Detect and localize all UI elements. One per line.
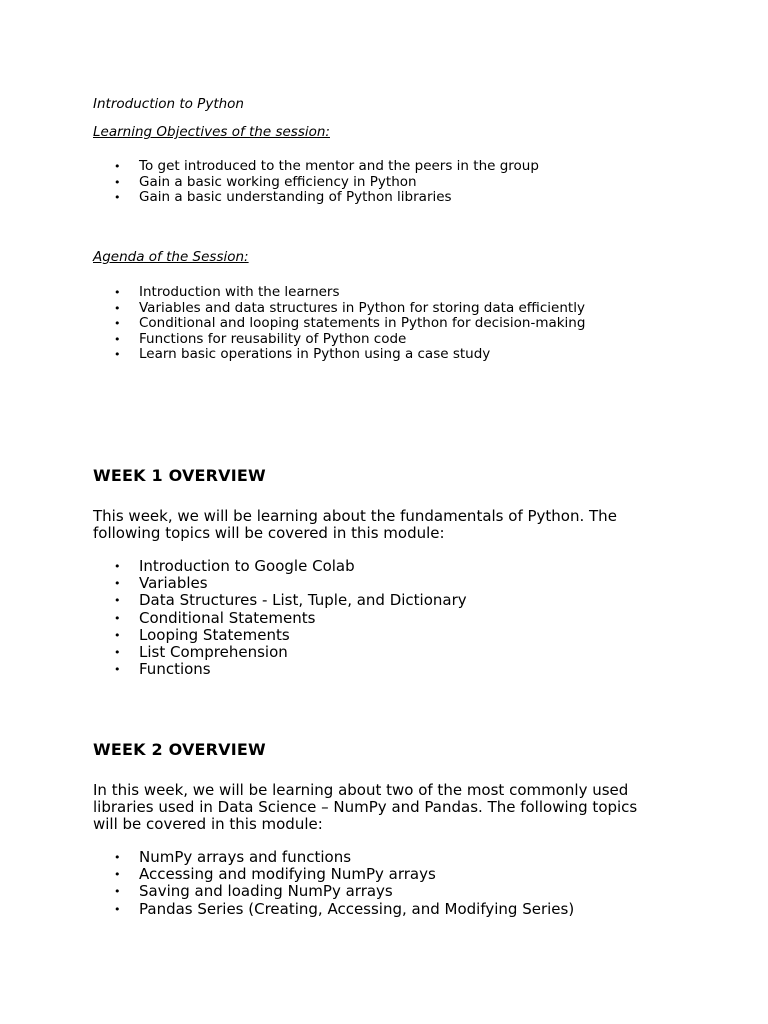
list-item: • Saving and loading NumPy arrays	[114, 882, 393, 901]
list-item: • Introduction with the learners	[114, 284, 340, 300]
list-item: • Introduction to Google Colab	[114, 557, 355, 575]
list-item: • Learn basic operations in Python using a case study	[114, 346, 491, 362]
bullet-icon: •	[114, 160, 121, 173]
list-item: • Gain a basic working efficiency in Python	[114, 173, 417, 190]
bullet-icon: •	[114, 332, 121, 346]
bullet-icon: •	[114, 348, 121, 361]
bullet-icon: •	[114, 286, 121, 299]
list-item: • List Comprehension	[114, 643, 288, 662]
list-item: • Conditional Statements	[114, 608, 316, 627]
list-item: • Conditional and looping statements in Python for decision-making	[114, 315, 586, 331]
bullet-icon: •	[114, 885, 121, 899]
bullet-icon: •	[114, 594, 121, 608]
session-title: Introduction to Python	[93, 96, 244, 112]
list-item: • Functions	[114, 660, 211, 679]
list-item: • Data Structures - List, Tuple, and Dictionary	[114, 591, 467, 610]
bullet-icon: •	[114, 868, 121, 882]
week2-topics	[93, 849, 574, 918]
bullet-icon: •	[114, 646, 121, 660]
bullet-icon: •	[114, 851, 121, 864]
week2-heading: WEEK 2 OVERVIEW	[93, 740, 266, 759]
bullet-icon: •	[114, 317, 121, 330]
list-item: • Accessing and modifying NumPy arrays	[114, 865, 436, 884]
objectives-list	[93, 159, 539, 206]
bullet-icon: •	[114, 301, 121, 315]
agenda-heading: Agenda of the Session:	[93, 249, 249, 265]
week1-intro: This week, we will be learning about the fundamentals of Python. The following topics will be covered in this module:	[93, 507, 617, 543]
list-item: • NumPy arrays and functions	[114, 848, 352, 866]
bullet-icon: •	[114, 628, 121, 642]
week1-heading: WEEK 1 OVERVIEW	[93, 466, 266, 485]
list-item: • Variables	[114, 574, 208, 593]
bullet-icon: •	[114, 611, 121, 625]
objectives-heading: Learning Objectives of the session:	[93, 124, 330, 140]
bullet-icon: •	[114, 191, 121, 204]
bullet-icon: •	[114, 577, 121, 591]
list-item: • Looping Statements	[114, 625, 290, 644]
week1-topics	[93, 558, 467, 678]
bullet-icon: •	[114, 663, 121, 677]
list-item: • Pandas Series (Creating, Accessing, and Modifying Series)	[114, 899, 575, 918]
bullet-icon: •	[114, 175, 121, 189]
bullet-icon: •	[114, 902, 121, 916]
list-item: • Variables and data structures in Python for storing data efficiently	[114, 299, 585, 316]
list-item: • Functions for reusability of Python code	[114, 330, 407, 347]
list-item: • To get introduced to the mentor and the peers in the group	[114, 158, 539, 174]
week2-intro: In this week, we will be learning about two of the most commonly used libraries used in Data Science – NumPy and Pandas. The following topics will be covered in this module:	[93, 781, 638, 834]
agenda-list	[93, 285, 585, 363]
bullet-icon: •	[114, 560, 121, 573]
list-item: • Gain a basic understanding of Python libraries	[114, 189, 452, 205]
